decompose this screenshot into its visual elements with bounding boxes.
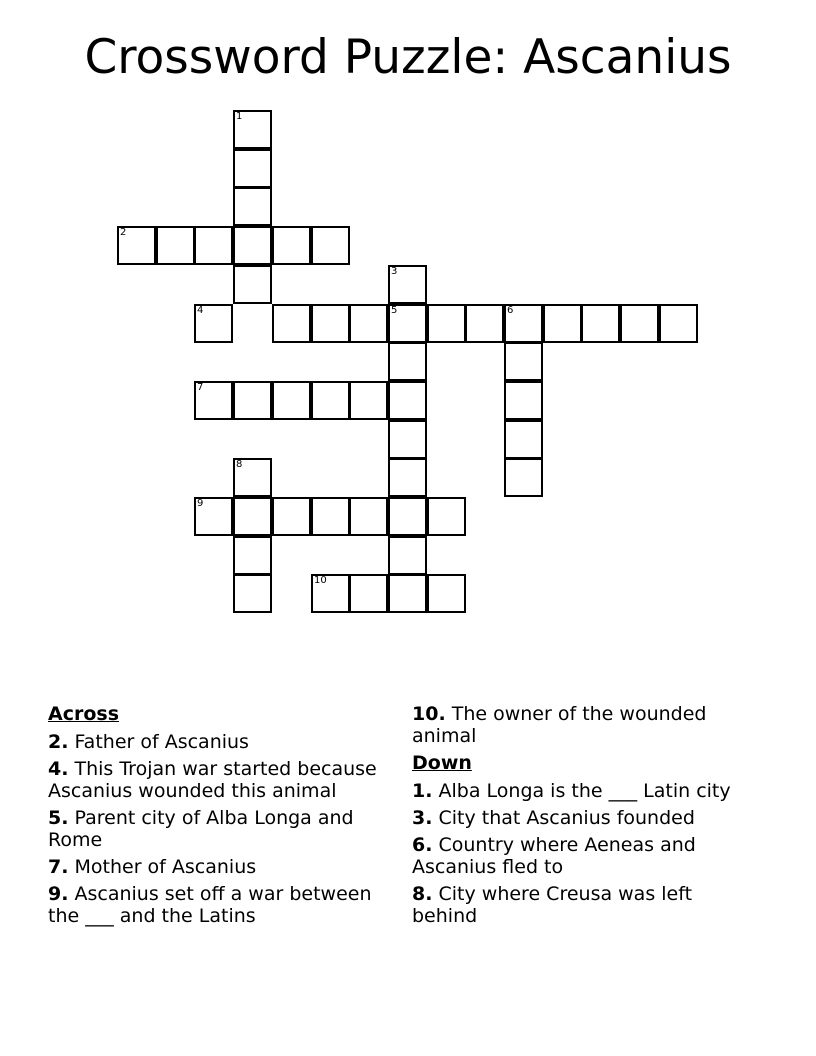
- crossword-cell[interactable]: [233, 226, 272, 265]
- clue-text: Ascanius set off a war between the ___ and the Latins: [48, 883, 372, 927]
- crossword-cell[interactable]: [388, 497, 427, 536]
- clue-across-5: [48, 807, 393, 851]
- clue-text: City that Ascanius founded: [438, 807, 695, 829]
- clue-text: Alba Longa is the ___ Latin city: [438, 780, 731, 802]
- clue-down-3: [412, 807, 757, 829]
- crossword-cell[interactable]: [349, 497, 388, 536]
- crossword-cell[interactable]: [388, 381, 427, 420]
- crossword-cell[interactable]: [349, 381, 388, 420]
- down-heading: Down: [412, 752, 472, 774]
- crossword-cell[interactable]: [311, 574, 350, 613]
- crossword-cell[interactable]: [388, 420, 427, 459]
- page-title: Crossword Puzzle: Ascanius: [84, 30, 732, 85]
- cell-number: 6: [507, 305, 514, 316]
- crossword-cell[interactable]: [349, 574, 388, 613]
- cell-number: 4: [197, 305, 204, 316]
- cell-number: 8: [236, 459, 243, 470]
- crossword-cell[interactable]: [581, 304, 620, 343]
- crossword-cell[interactable]: [233, 149, 272, 188]
- clues-column-right: [412, 703, 757, 932]
- crossword-cell[interactable]: [659, 304, 698, 343]
- clue-text: Country where Aeneas and Ascanius fled to: [412, 834, 696, 878]
- clue-number: 6.: [412, 834, 433, 856]
- crossword-cell[interactable]: [233, 110, 272, 149]
- crossword-cell[interactable]: [504, 304, 543, 343]
- crossword-cell[interactable]: [388, 458, 427, 497]
- crossword-cell[interactable]: [543, 304, 582, 343]
- clue-number: 4.: [48, 758, 69, 780]
- crossword-cell[interactable]: [427, 304, 466, 343]
- crossword-cell[interactable]: [272, 381, 311, 420]
- crossword-cell[interactable]: [233, 458, 272, 497]
- clue-down-6: [412, 834, 757, 878]
- crossword-cell[interactable]: [504, 381, 543, 420]
- cell-number: 9: [197, 498, 204, 509]
- crossword-cell[interactable]: [311, 304, 350, 343]
- cell-number: 10: [314, 575, 327, 586]
- clue-down-8: [412, 883, 757, 927]
- crossword-cell[interactable]: [272, 304, 311, 343]
- cell-number: 1: [236, 111, 243, 122]
- clue-text: This Trojan war started because Ascanius wounded this animal: [48, 758, 377, 802]
- crossword-cell[interactable]: [156, 226, 195, 265]
- crossword-cell[interactable]: [194, 226, 233, 265]
- clue-across-2: [48, 731, 393, 753]
- cell-number: 3: [391, 266, 398, 277]
- crossword-cell[interactable]: [117, 226, 156, 265]
- crossword-cell[interactable]: [233, 265, 272, 304]
- clue-number: 1.: [412, 780, 433, 802]
- clue-text: Mother of Ascanius: [74, 856, 257, 878]
- crossword-cell[interactable]: [620, 304, 659, 343]
- crossword-cell[interactable]: [194, 497, 233, 536]
- crossword-cell[interactable]: [194, 304, 233, 343]
- across-heading: Across: [48, 703, 120, 725]
- crossword-cell[interactable]: [388, 265, 427, 304]
- clue-number: 8.: [412, 883, 433, 905]
- crossword-cell[interactable]: [233, 187, 272, 226]
- crossword-cell[interactable]: [504, 458, 543, 497]
- cell-number: 2: [120, 227, 127, 238]
- crossword-cell[interactable]: [427, 574, 466, 613]
- crossword-cell[interactable]: [504, 420, 543, 459]
- crossword-cell[interactable]: [388, 574, 427, 613]
- clue-text: Parent city of Alba Longa and Rome: [48, 807, 354, 851]
- clue-number: 10.: [412, 703, 446, 725]
- clue-across-9: [48, 883, 393, 927]
- clue-across-10: [412, 703, 757, 747]
- clue-number: 3.: [412, 807, 433, 829]
- crossword-cell[interactable]: [233, 381, 272, 420]
- clue-text: The owner of the wounded animal: [412, 703, 707, 747]
- crossword-cell[interactable]: [349, 304, 388, 343]
- crossword-cell[interactable]: [311, 226, 350, 265]
- clue-across-7: [48, 856, 393, 878]
- crossword-cell[interactable]: [272, 226, 311, 265]
- clue-number: 5.: [48, 807, 69, 829]
- crossword-cell[interactable]: [233, 497, 272, 536]
- clue-text: Father of Ascanius: [74, 731, 249, 753]
- clue-number: 9.: [48, 883, 69, 905]
- crossword-cell[interactable]: [388, 304, 427, 343]
- clue-number: 2.: [48, 731, 69, 753]
- crossword-cell[interactable]: [465, 304, 504, 343]
- crossword-cell[interactable]: [504, 342, 543, 381]
- crossword-cell[interactable]: [311, 497, 350, 536]
- crossword-cell[interactable]: [311, 381, 350, 420]
- crossword-cell[interactable]: [388, 342, 427, 381]
- crossword-cell[interactable]: [272, 497, 311, 536]
- crossword-cell[interactable]: [427, 497, 466, 536]
- crossword-cell[interactable]: [194, 381, 233, 420]
- crossword-cell[interactable]: [233, 536, 272, 575]
- cell-number: 7: [197, 382, 204, 393]
- crossword-cell[interactable]: [233, 574, 272, 613]
- cell-number: 5: [391, 305, 398, 316]
- clue-down-1: [412, 780, 757, 802]
- clue-number: 7.: [48, 856, 69, 878]
- clue-across-4: [48, 758, 393, 802]
- clue-text: City where Creusa was left behind: [412, 883, 693, 927]
- crossword-cell[interactable]: [388, 536, 427, 575]
- clues-column-left: [48, 703, 393, 932]
